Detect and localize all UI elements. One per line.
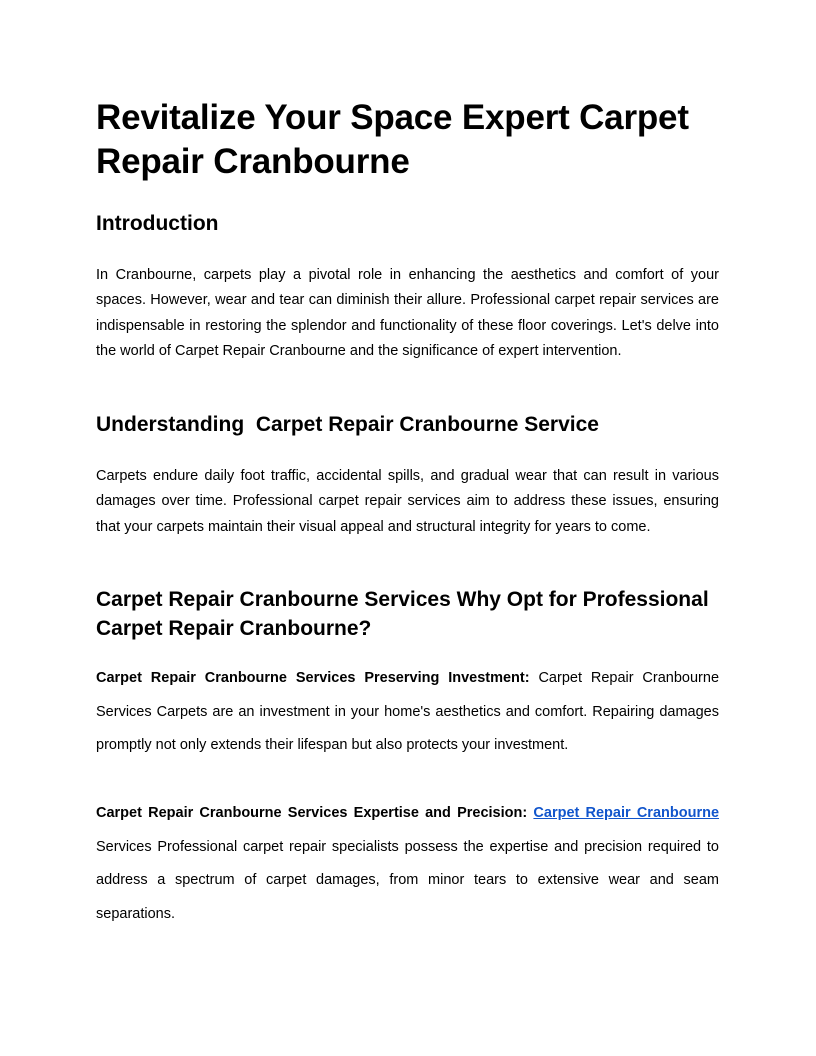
carpet-repair-cranbourne-link[interactable]: Carpet Repair Cranbourne xyxy=(533,805,720,821)
paragraph-introduction: In Cranbourne, carpets play a pivotal role in enhancing the aesthetics and comfort of your spaces. However, wear and tear can diminish their allure. Professional carpet repair services are indispensable in restoring the splendor and functionality of these floor coverings. Let's delve into the world of Carpet Repair Cranbourne and the significance of expert intervention. xyxy=(96,267,719,359)
paragraph-expertise-precision xyxy=(96,797,719,931)
heading-understanding: Understanding Carpet Repair Cranbourne Service xyxy=(96,413,599,436)
label-preserving-investment: Carpet Repair Cranbourne Services Preserving Investment: xyxy=(96,670,530,686)
heading-why-professional: Carpet Repair Cranbourne Services Why Opt for Professional Carpet Repair Cranbourne? xyxy=(96,588,709,640)
text-expertise-precision: Services Professional carpet repair specialists possess the expertise and precision required to address a spectrum of carpet damages, from minor tears to extensive wear and seam separations. xyxy=(96,838,719,922)
paragraph-preserving-investment xyxy=(96,662,719,763)
label-expertise-precision: Carpet Repair Cranbourne Services Expertise and Precision: xyxy=(96,805,528,821)
paragraph-understanding: Carpets endure daily foot traffic, accidental spills, and gradual wear that can result in various damages over time. Professional carpet repair services aim to address these issues, ensuring that your carpets maintain their visual appeal and structural integrity for years to come. xyxy=(96,468,719,535)
text-preserving-investment: Carpet Repair Cranbourne Services Carpets are an investment in your home's aesthetics and comfort. Repairing damages promptly not only extends their lifespan but also protects your investment. xyxy=(96,670,720,754)
document-title: Revitalize Your Space Expert Carpet Repair Cranbourne xyxy=(96,98,689,181)
heading-introduction: Introduction xyxy=(96,212,219,235)
